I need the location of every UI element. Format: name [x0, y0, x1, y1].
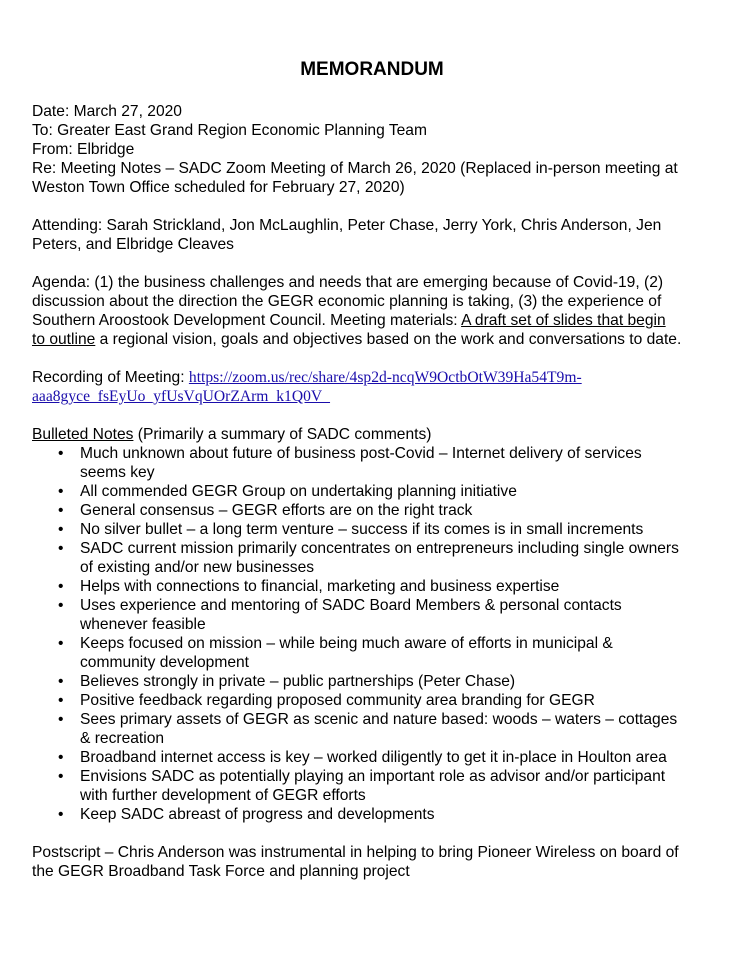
agenda-line-4-text: a regional vision, goals and objectives based on the work and conversations to date. [95, 331, 682, 348]
notes-heading-suffix: (Primarily a summary of SADC comments) [133, 426, 432, 443]
note-line: • Helps with connections to financial, marketing and business expertise [80, 578, 560, 595]
note-list-item [80, 805, 712, 824]
note-list-item [80, 748, 712, 767]
note-list-item [80, 444, 712, 482]
memo-header [32, 102, 712, 197]
recording-link-part-1[interactable]: https://zoom.us/rec/share/4sp2d-ncqW9OctbOtW39Ha54T9m- [188, 369, 582, 386]
agenda-line-2: discussion about the direction the GEGR economic planning is taking, (3) the experience of [32, 293, 662, 310]
agenda-line-3 [32, 311, 712, 330]
bulleted-notes-list [32, 444, 712, 824]
agenda-line-4 [32, 330, 712, 349]
memo-date: Date: March 27, 2020 [32, 103, 182, 120]
recording-line-1 [32, 368, 712, 387]
note-line: of existing and/or new businesses [80, 559, 315, 576]
note-list-item [80, 482, 712, 501]
note-line: & recreation [80, 730, 165, 747]
note-line: • Envisions SADC as potentially playing an important role as advisor and/or participant [80, 768, 666, 785]
attending-paragraph [32, 216, 712, 254]
postscript-paragraph [32, 843, 712, 881]
memo-title: MEMORANDUM [300, 59, 444, 80]
recording-paragraph [32, 368, 712, 406]
recording-link-part-2[interactable]: aaa8gyce_fsEyUo_yfUsVqUOrZArm_k1Q0V_ [32, 388, 330, 405]
memo-to: To: Greater East Grand Region Economic Planning Team [32, 122, 427, 139]
note-line: • Keeps focused on mission – while being much aware of efforts in municipal & [80, 635, 613, 652]
note-list-item [80, 501, 712, 520]
recording-label: Recording of Meeting: [32, 369, 189, 386]
note-list-item [80, 539, 712, 577]
note-list-item [80, 634, 712, 672]
note-line: whenever feasible [80, 616, 206, 633]
note-line: • Uses experience and mentoring of SADC Board Members & personal contacts [80, 597, 622, 614]
note-list-item [80, 520, 712, 539]
agenda-line-1: Agenda: (1) the business challenges and needs that are emerging because of Covid-19, (2) [32, 274, 664, 291]
agenda-paragraph [32, 273, 712, 349]
memo-from: From: Elbridge [32, 141, 135, 158]
note-line: • Much unknown about future of business post-Covid – Internet delivery of services [80, 445, 642, 462]
note-list-item [80, 710, 712, 748]
notes-heading-title: Bulleted Notes [32, 426, 134, 443]
meeting-materials-link-part-1[interactable]: A draft set of slides that begin [461, 312, 666, 329]
note-line: • No silver bullet – a long term venture – success if its comes is in small increments [80, 521, 644, 538]
memo-re-line-1: Re: Meeting Notes – SADC Zoom Meeting of March 26, 2020 (Replaced in-person meeting at [32, 160, 678, 177]
note-line: • SADC current mission primarily concentrates on entrepreneurs including single owners [80, 540, 679, 557]
recording-line-2 [32, 387, 712, 406]
note-list-item [80, 691, 712, 710]
note-list-item [80, 767, 712, 805]
note-list-item [80, 596, 712, 634]
memo-re-line-2: Weston Town Office scheduled for February 27, 2020) [32, 179, 405, 196]
attending-line-1: Attending: Sarah Strickland, Jon McLaughlin, Peter Chase, Jerry York, Chris Anderson, Jen [32, 217, 662, 234]
notes-heading [32, 425, 712, 444]
note-list-item [80, 577, 712, 596]
note-line: • Sees primary assets of GEGR as scenic and nature based: woods – waters – cottages [80, 711, 678, 728]
note-line: with further development of GEGR efforts [80, 787, 366, 804]
agenda-line-3-text: Southern Aroostook Development Council. Meeting materials: [32, 312, 462, 329]
note-line: • Positive feedback regarding proposed community area branding for GEGR [80, 692, 595, 709]
note-line: • General consensus – GEGR efforts are on the right track [80, 502, 473, 519]
memo-page [32, 58, 712, 900]
meeting-materials-link-part-2[interactable]: to outline [32, 331, 96, 348]
note-line: seems key [80, 464, 155, 481]
note-line: • Broadband internet access is key – worked diligently to get it in-place in Houlton area [80, 749, 667, 766]
attending-line-2: Peters, and Elbridge Cleaves [32, 236, 234, 253]
postscript-line-2: the GEGR Broadband Task Force and planning project [32, 863, 410, 880]
note-line: • All commended GEGR Group on undertaking planning initiative [80, 483, 517, 500]
note-list-item [80, 672, 712, 691]
note-line: community development [80, 654, 250, 671]
note-line: • Believes strongly in private – public partnerships (Peter Chase) [80, 673, 516, 690]
note-line: • Keep SADC abreast of progress and developments [80, 806, 435, 823]
postscript-line-1: Postscript – Chris Anderson was instrumental in helping to bring Pioneer Wireless on board of [32, 844, 679, 861]
